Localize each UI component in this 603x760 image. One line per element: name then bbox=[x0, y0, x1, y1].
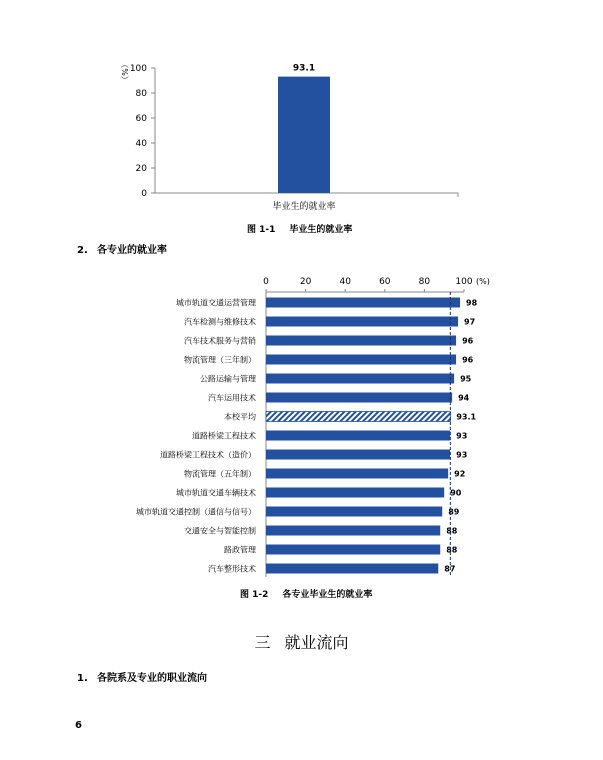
x-category-label: 毕业生的就业率 bbox=[272, 202, 336, 212]
x-tick-label: 20 bbox=[299, 277, 312, 287]
category-label: 道路桥梁工程技术 bbox=[192, 431, 256, 441]
section-title bbox=[0, 630, 603, 653]
section-number: 三 bbox=[254, 633, 271, 652]
bar-value-label: 93.1 bbox=[292, 63, 316, 74]
heading-2-text: 各专业的就业率 bbox=[97, 245, 167, 256]
figure-2-caption bbox=[240, 587, 372, 600]
bar-value-label: 96 bbox=[462, 336, 474, 346]
category-label: 汽车检测与维修技术 bbox=[184, 317, 256, 327]
category-label: 道路桥梁工程技术（造价） bbox=[160, 450, 256, 460]
bar-value-label: 90 bbox=[450, 488, 462, 498]
bar bbox=[266, 545, 440, 555]
figure-1-caption-text: 毕业生的就业率 bbox=[289, 225, 353, 235]
bar bbox=[266, 469, 448, 479]
y-axis-label: （%） bbox=[120, 60, 129, 84]
y-tick-label: 60 bbox=[135, 114, 147, 124]
y-tick-label: 20 bbox=[135, 164, 147, 174]
category-label: 本校平均 bbox=[224, 412, 256, 422]
x-axis-unit-label: (%) bbox=[476, 277, 490, 286]
bar-value-label: 98 bbox=[466, 298, 478, 308]
y-tick-label: 40 bbox=[135, 139, 147, 149]
major-employment-rate-chart bbox=[100, 270, 500, 582]
bar-value-label: 89 bbox=[448, 507, 460, 517]
section-text: 就业流向 bbox=[284, 633, 349, 652]
category-label: 城市轨道交通运营管理 bbox=[176, 298, 256, 308]
bar bbox=[266, 507, 442, 517]
bar-value-label: 97 bbox=[464, 317, 476, 327]
y-tick-label: 100 bbox=[129, 64, 147, 74]
y-tick-label: 0 bbox=[141, 189, 147, 199]
heading-1-number: 1. bbox=[77, 673, 88, 684]
bar bbox=[266, 488, 444, 498]
heading-2-number: 2. bbox=[77, 245, 88, 256]
bar-value-label: 88 bbox=[446, 545, 458, 555]
category-label: 公路运输与管理 bbox=[200, 374, 256, 384]
category-label: 汽车技术服务与营销 bbox=[184, 336, 256, 346]
x-tick-label: 100 bbox=[455, 277, 473, 287]
bar bbox=[266, 298, 460, 308]
bar bbox=[266, 317, 458, 327]
bar bbox=[278, 77, 330, 193]
bar-value-label: 93 bbox=[456, 450, 468, 460]
category-label: 汽车运用技术 bbox=[208, 393, 256, 403]
category-label: 城市轨道交通车辆技术 bbox=[176, 488, 256, 498]
figure-1-caption-number: 图 1-1 bbox=[247, 225, 276, 235]
bar bbox=[266, 336, 456, 346]
x-tick-label: 40 bbox=[339, 277, 351, 287]
employment-rate-chart bbox=[100, 55, 480, 215]
bar-value-label: 95 bbox=[460, 374, 472, 384]
heading-1-text: 各院系及专业的职业流向 bbox=[97, 673, 207, 684]
bar-value-label: 92 bbox=[454, 469, 466, 479]
category-label: 物流管理（五年制） bbox=[184, 469, 256, 479]
bar-value-label: 87 bbox=[444, 564, 456, 574]
bar bbox=[266, 355, 456, 365]
x-tick-label: 60 bbox=[379, 277, 391, 287]
category-label: 汽车整形技术 bbox=[208, 564, 256, 574]
bar bbox=[266, 374, 454, 384]
x-tick-label: 0 bbox=[263, 277, 269, 287]
bar-value-label: 93.1 bbox=[456, 412, 477, 422]
category-label: 路政管理 bbox=[224, 545, 256, 555]
bar-value-label: 88 bbox=[446, 526, 458, 536]
category-label: 城市轨道交通控制（通信与信号） bbox=[136, 507, 256, 517]
category-label: 交通安全与智能控制 bbox=[184, 526, 256, 536]
figure-2-caption-text: 各专业毕业生的就业率 bbox=[282, 590, 373, 600]
y-tick-label: 80 bbox=[135, 89, 147, 99]
page-number: 6 bbox=[75, 720, 82, 731]
heading-1 bbox=[77, 669, 207, 684]
bar bbox=[266, 526, 440, 536]
figure-2-caption-number: 图 1-2 bbox=[240, 590, 269, 600]
bar-value-label: 94 bbox=[458, 393, 470, 403]
bar-value-label: 96 bbox=[462, 355, 474, 365]
bar bbox=[266, 564, 438, 574]
figure-1-caption bbox=[247, 222, 352, 235]
category-label: 物流管理（三年制） bbox=[184, 355, 256, 365]
average-bar bbox=[266, 412, 450, 422]
bar-value-label: 93 bbox=[456, 431, 468, 441]
bar bbox=[266, 431, 450, 441]
x-tick-label: 80 bbox=[418, 277, 431, 287]
bar bbox=[266, 450, 450, 460]
bar bbox=[266, 393, 452, 403]
heading-2 bbox=[77, 241, 167, 256]
